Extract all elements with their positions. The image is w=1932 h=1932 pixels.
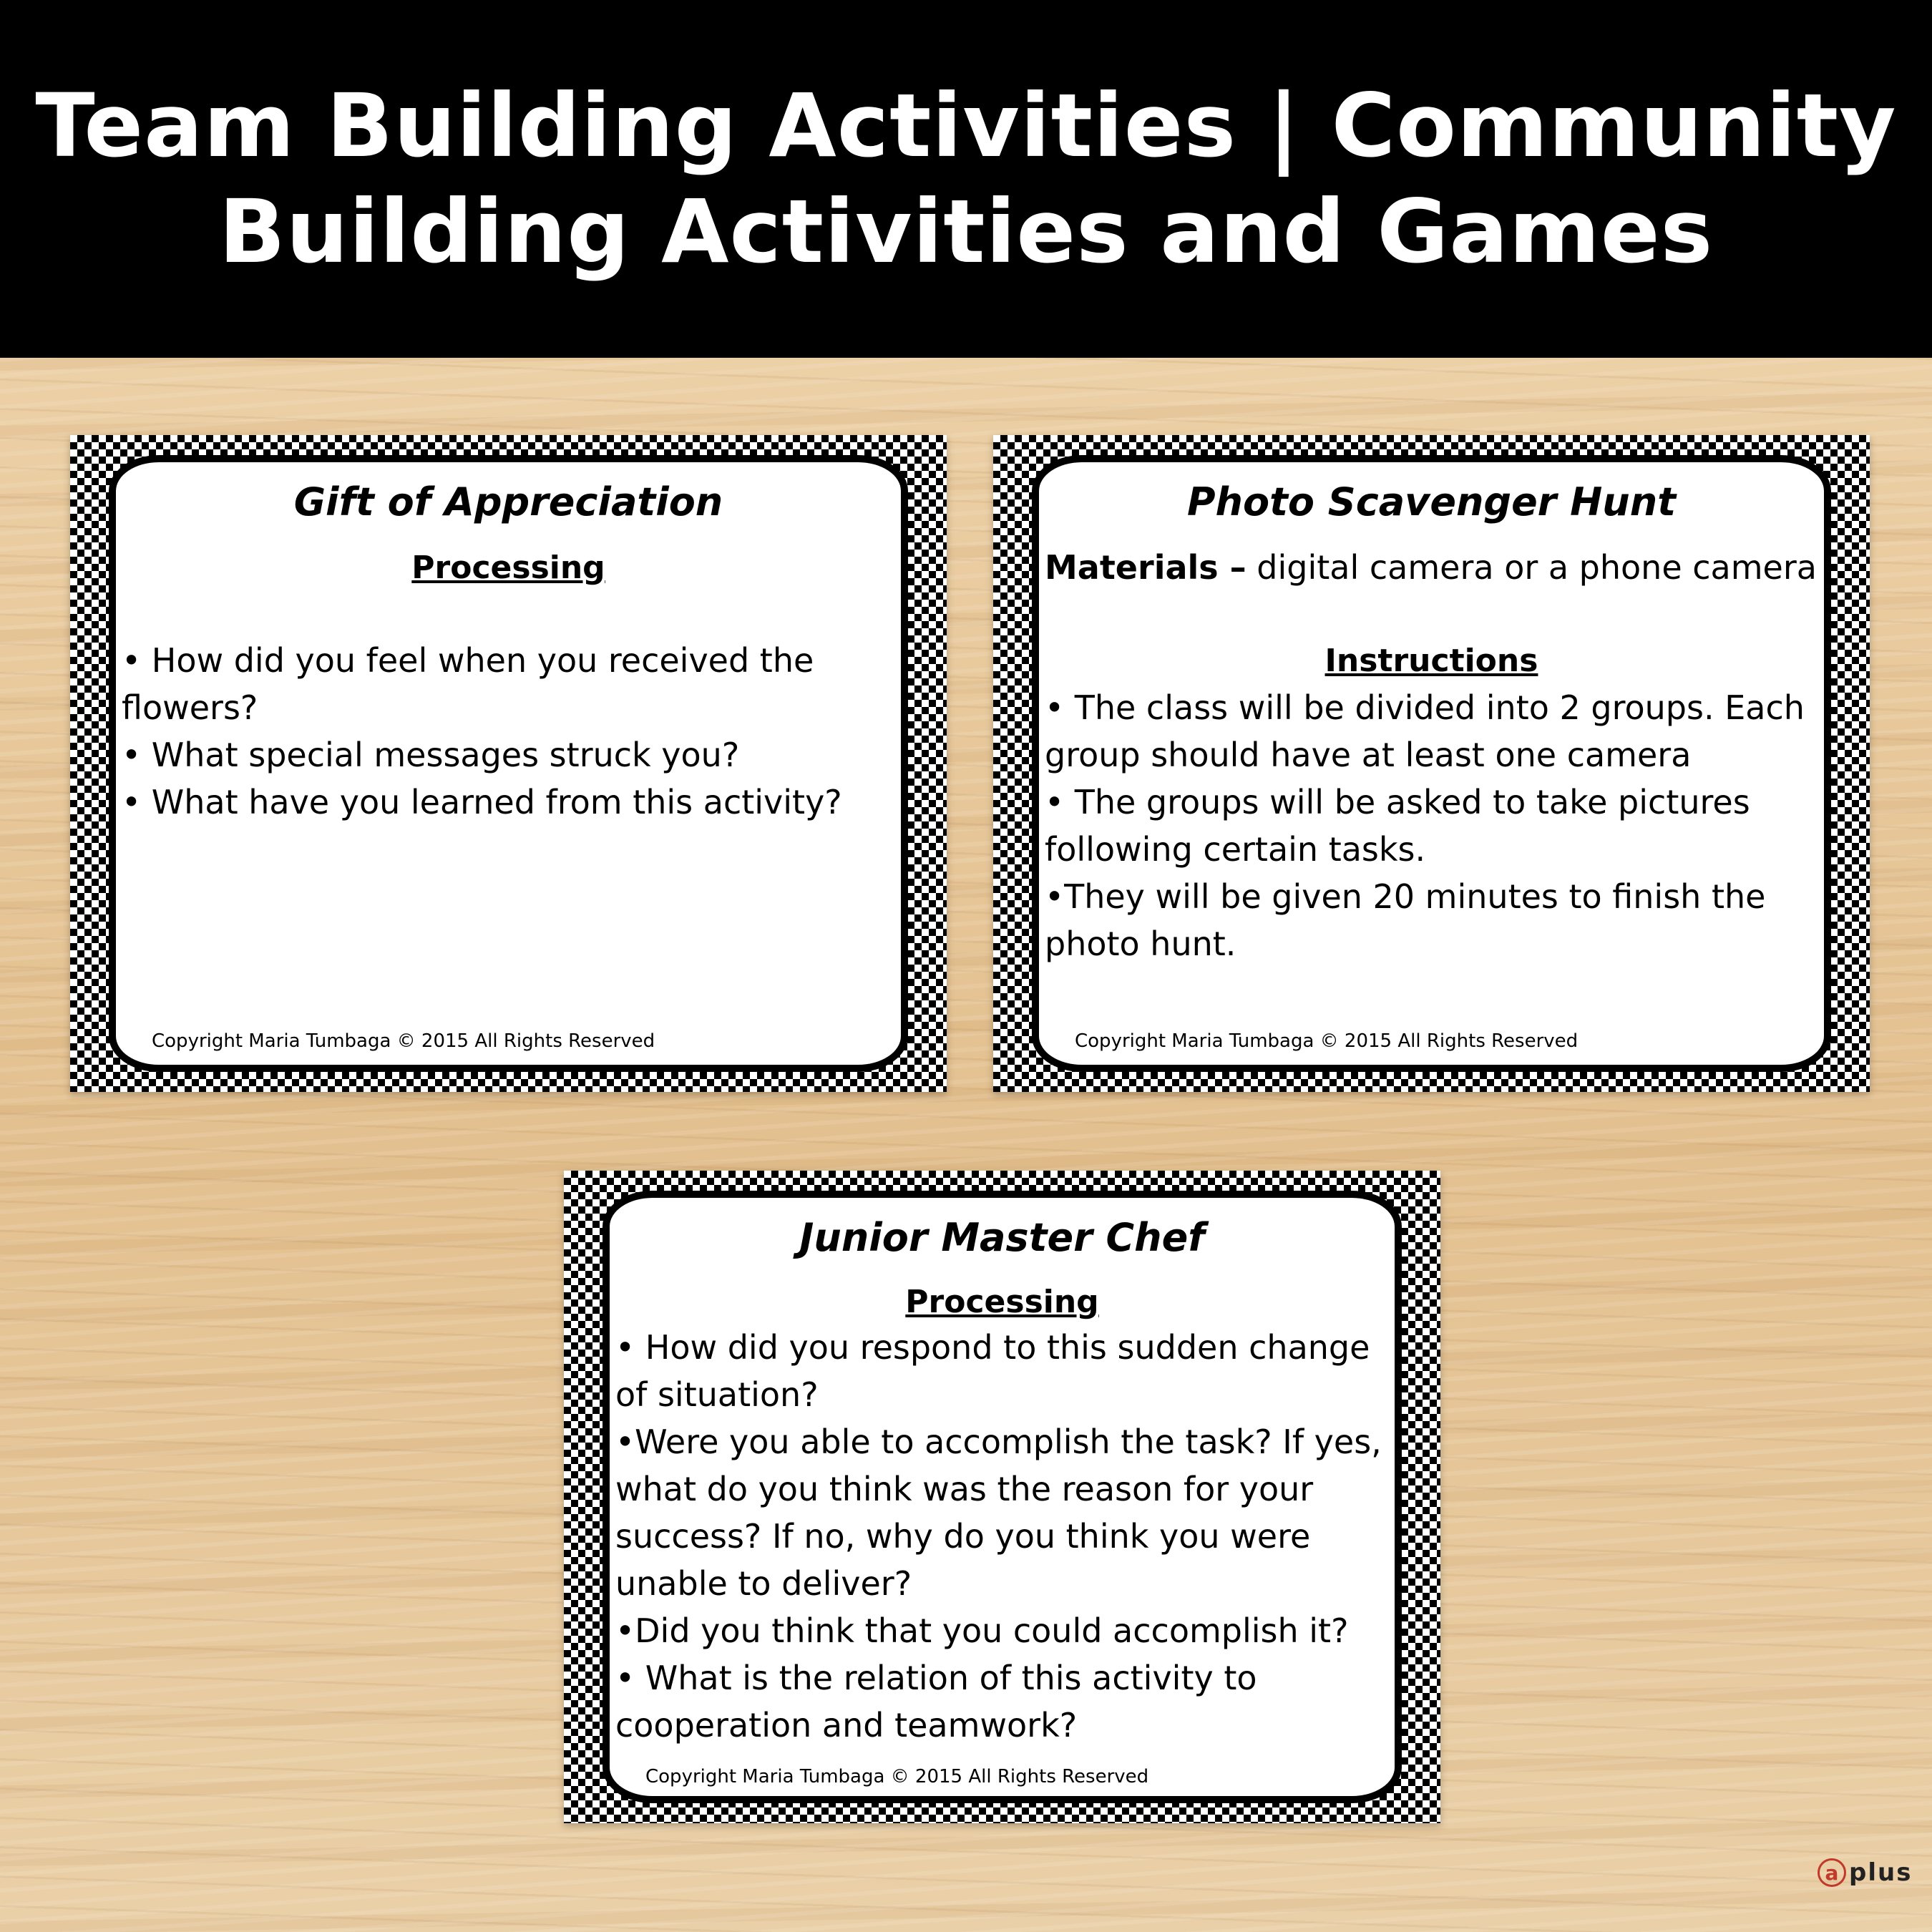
activity-card-junior-master-chef xyxy=(564,1171,1440,1823)
card-line: • The groups will be asked to take pictures xyxy=(1045,783,1750,821)
card-line: what do you think was the reason for your xyxy=(615,1470,1314,1508)
card-title: Gift of Appreciation xyxy=(293,479,723,525)
card-copyright: Copyright Maria Tumbaga © 2015 All Rights Reserved xyxy=(152,1030,655,1052)
card-line: •Did you think that you could accomplish it? xyxy=(615,1611,1349,1650)
page-title xyxy=(6,73,1925,285)
aplus-logo xyxy=(1818,1855,1925,1890)
card-line: • How did you feel when you received the xyxy=(122,641,814,680)
card-line: •Were you able to accomplish the task? If yes, xyxy=(615,1423,1382,1461)
card-copyright: Copyright Maria Tumbaga © 2015 All Rights Reserved xyxy=(1075,1030,1579,1052)
card-subtitle: Instructions xyxy=(1324,643,1538,679)
card-subtitle: Processing xyxy=(905,1284,1099,1320)
card-body xyxy=(122,637,909,826)
card-line: • What is the relation of this activity to xyxy=(615,1659,1257,1697)
card-line: •They will be given 20 minutes to finish the xyxy=(1045,877,1766,916)
card-copyright: Copyright Maria Tumbaga © 2015 All Rights Reserved xyxy=(645,1766,1149,1787)
card-line: • The class will be divided into 2 groups. Each xyxy=(1045,688,1805,727)
card-title: Photo Scavenger Hunt xyxy=(1186,479,1677,525)
card-line: photo hunt. xyxy=(1045,924,1236,963)
card-line: of situation? xyxy=(615,1375,819,1414)
card-materials xyxy=(1045,544,1832,591)
card-line: flowers? xyxy=(122,688,258,727)
card-body xyxy=(615,1324,1402,1749)
card-line: • What special messages struck you? xyxy=(122,736,740,774)
card-line: • What have you learned from this activity? xyxy=(122,783,842,821)
logo-mark: a xyxy=(1818,1858,1846,1887)
card-body xyxy=(1045,684,1832,967)
card-line: following certain tasks. xyxy=(1045,830,1426,869)
card-title: Junior Master Chef xyxy=(799,1215,1205,1260)
card-line: • How did you respond to this sudden change xyxy=(615,1328,1370,1367)
activity-card-photo-scavenger-hunt xyxy=(993,435,1870,1092)
materials-value: digital camera or a phone camera xyxy=(1246,548,1817,587)
header-banner xyxy=(0,0,1932,358)
activity-card-gift-of-appreciation xyxy=(70,435,947,1092)
card-line: success? If no, why do you think you were xyxy=(615,1517,1311,1556)
materials-label: Materials – xyxy=(1045,548,1246,587)
card-line: group should have at least one camera xyxy=(1045,736,1692,774)
card-line: cooperation and teamwork? xyxy=(615,1706,1078,1745)
page-title-line-1: Team Building Activities | Community xyxy=(35,75,1897,177)
page-title-line-2: Building Activities and Games xyxy=(218,181,1714,283)
card-line: unable to deliver? xyxy=(615,1564,912,1603)
logo-text: plus xyxy=(1849,1858,1913,1887)
card-subtitle: Processing xyxy=(411,550,605,586)
